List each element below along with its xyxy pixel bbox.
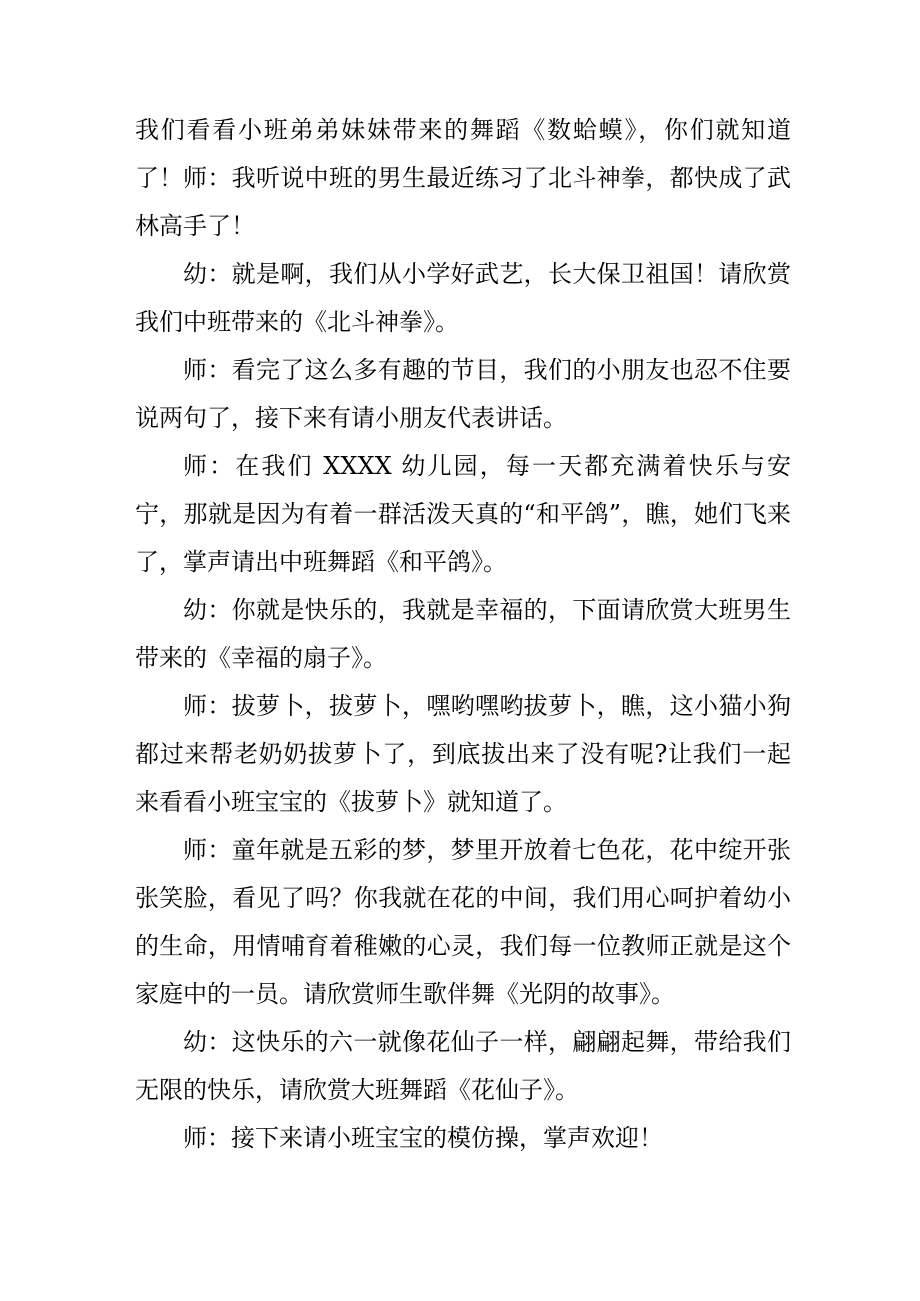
paragraph-teacher-2: 师：看完了这么多有趣的节目，我们的小朋友也忍不住要说两句了，接下来有请小朋友代表讲话。: [135, 356, 791, 432]
paragraph-child-3: 幼：这快乐的六一就像花仙子一样，翩翩起舞，带给我们无限的快乐，请欣赏大班舞蹈《花仙子》。: [135, 1028, 791, 1104]
paragraph-continuation: 我们看看小班弟弟妹妹带来的舞蹈《数蛤蟆》，你们就知道了！: [135, 116, 791, 192]
paragraph-teacher-1: 师：我听说中班的男生最近练习了北斗神拳，都快成了武林高手了！: [135, 164, 791, 240]
paragraph-child-1: 幼：就是啊，我们从小学好武艺，长大保卫祖国！请欣赏我们中班带来的《北斗神拳》。: [135, 260, 791, 336]
paragraph-teacher-6: 师：接下来请小班宝宝的模仿操，掌声欢迎！: [183, 1124, 663, 1152]
paragraph-child-2: 幼：你就是快乐的，我就是幸福的，下面请欣赏大班男生带来的《幸福的扇子》。: [135, 596, 791, 672]
paragraph-teacher-4: 师：拔萝卜，拔萝卜，嘿哟嘿哟拔萝卜，瞧，这小猫小狗都过来帮老奶奶拔萝卜了，到底拔出来了没有呢?让我们一起来看看小班宝宝的《拔萝卜》就知道了。: [135, 692, 791, 816]
paragraph-teacher-5: 师：童年就是五彩的梦，梦里开放着七色花，花中绽开张张笑脸，看见了吗？你我就在花的中间，我们用心呵护着幼小的生命，用情哺育着稚嫩的心灵，我们每一位教师正就是这个家庭中的一员。请欣赏师生歌伴舞《光阴的故事》。: [135, 836, 791, 1008]
paragraph-teacher-3: 师：在我们 XXXX 幼儿园，每一天都充满着快乐与安宁，那就是因为有着一群活泼天真的“和平鸽”，瞧，她们飞来了，掌声请出中班舞蹈《和平鸽》。: [135, 452, 791, 576]
